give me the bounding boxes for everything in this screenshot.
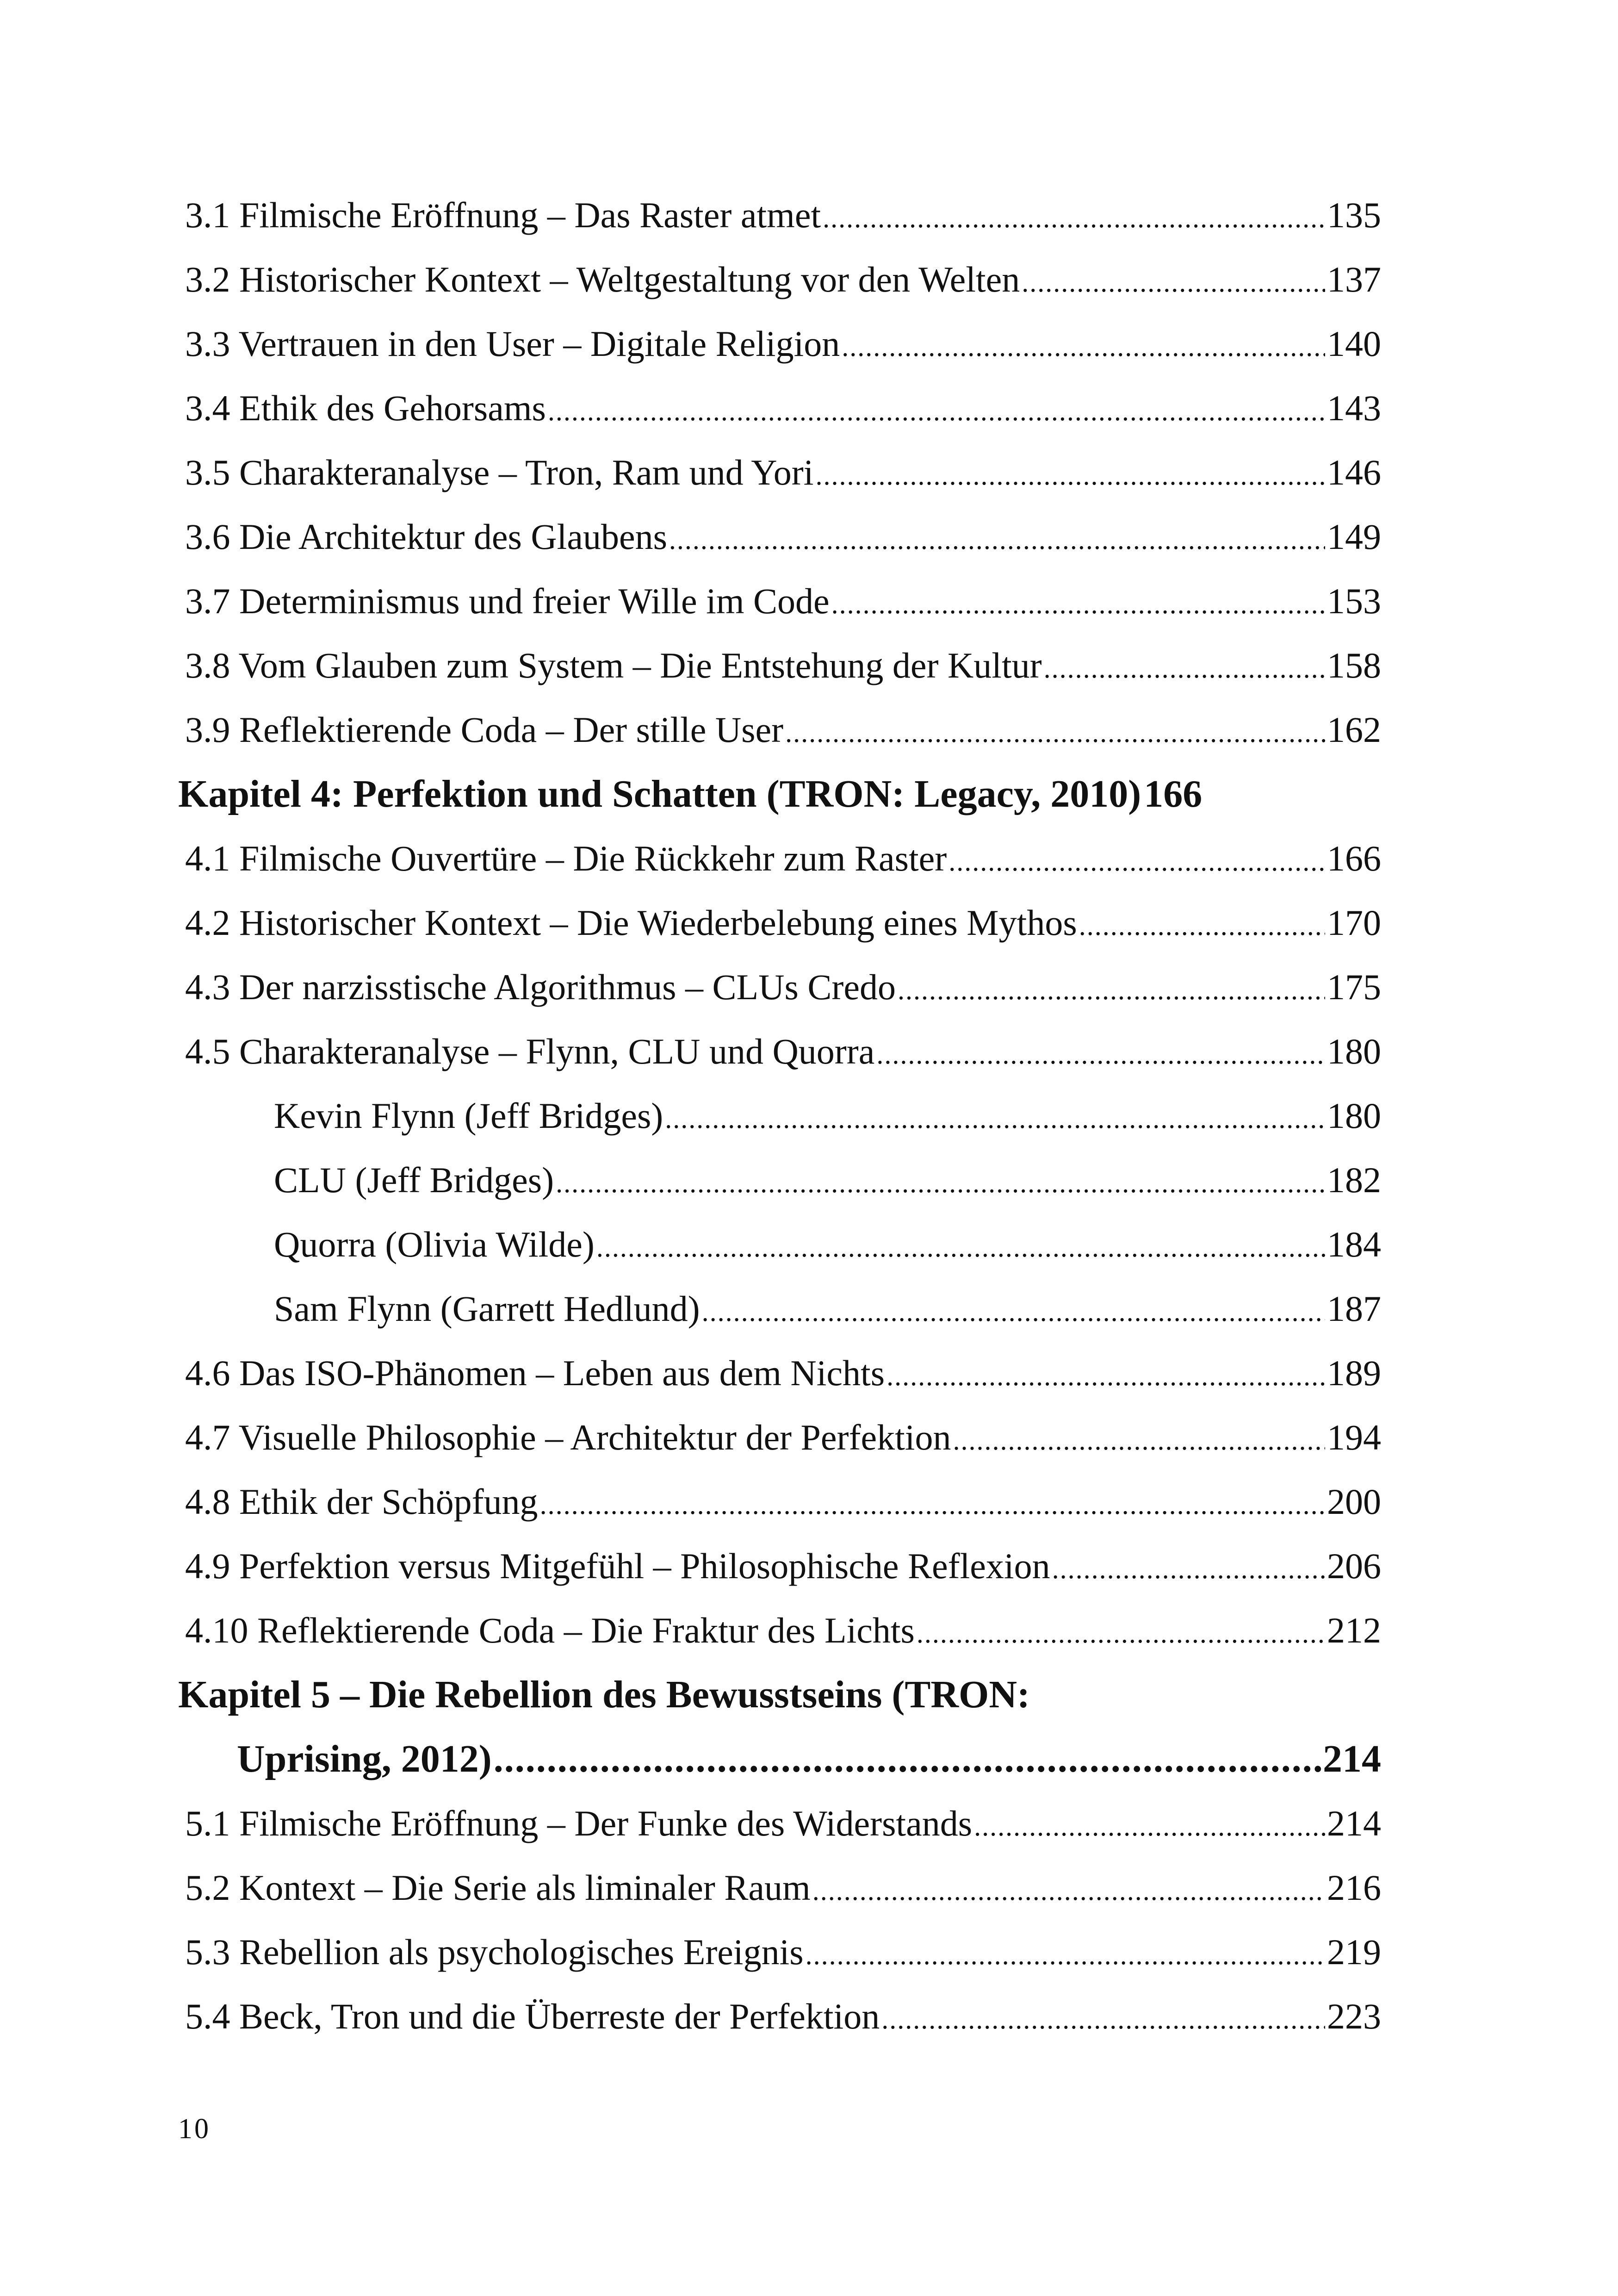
toc-entry-3-4[interactable] [178,376,1381,440]
dot-leader [812,1859,1325,1923]
toc-entry-page: 162 [1327,709,1381,750]
dot-leader [596,1215,1325,1280]
toc-entry-title: 4.10 Reflektierende Coda – Die Fraktur des Lichts [185,1610,915,1650]
toc-entry-title: 3.6 Die Architektur des Glaubens [185,516,667,557]
toc-entry-3-5[interactable] [178,440,1381,504]
chapter-title: Kapitel 4: Perfektion und Schatten (TRON: Legacy, 2010) [178,772,1141,815]
toc-entry-page: 216 [1327,1867,1381,1908]
toc-entry-page: 158 [1327,645,1381,685]
toc-entry-5-2[interactable] [178,1855,1381,1920]
toc-entry-3-6[interactable] [178,504,1381,569]
toc-entry-title: 4.8 Ethik der Schöpfung [185,1481,538,1522]
toc-entry-page: 166 [1327,838,1381,878]
toc-entry-title: 5.2 Kontext – Die Serie als liminaler Raum [185,1867,811,1908]
toc-entry-page: 206 [1327,1546,1381,1586]
toc-entry-5-4[interactable] [178,1984,1381,2048]
chapter-page: 214 [1323,1737,1381,1780]
dot-leader [953,1408,1325,1473]
dot-leader [974,1794,1325,1859]
toc-entry-title: 4.1 Filmische Ouvertüre – Die Rückkehr zum Raster [185,838,947,878]
toc-entry-page: 182 [1327,1160,1381,1200]
toc-entry-page: 194 [1327,1417,1381,1457]
toc-entry-title: 4.2 Historischer Kontext – Die Wiederbelebung eines Mythos [185,902,1077,943]
toc-entry-page: 223 [1327,1996,1381,2036]
toc-entry-character[interactable] [178,1148,1381,1212]
toc-entry-4-10[interactable] [178,1598,1381,1662]
chapter-page: 166 [1144,772,1203,815]
dot-leader [898,958,1325,1022]
dot-leader [1052,1537,1325,1601]
toc-entry-page: 180 [1327,1095,1381,1136]
dot-leader [823,186,1325,250]
toc-entry-page: 153 [1327,581,1381,621]
toc-entry-title: Sam Flynn (Garrett Hedlund) [274,1288,700,1329]
toc-entry-title: 3.7 Determinismus und freier Wille im Code [185,581,830,621]
toc-entry-3-8[interactable] [178,633,1381,697]
toc-entry-page: 149 [1327,516,1381,557]
toc-entry-character[interactable] [178,1276,1381,1341]
toc-entry-title: 3.4 Ethik des Gehorsams [185,388,546,428]
dot-leader [1044,636,1325,701]
toc-entry-title: 4.9 Perfektion versus Mitgefühl – Philosophische Reflexion [185,1546,1050,1586]
toc-entry-page: 214 [1327,1803,1381,1843]
toc-entry-4-8[interactable] [178,1469,1381,1534]
chapter-title-line2-row [178,1727,1381,1791]
toc-entry-title: 3.9 Reflektierende Coda – Der stille User [185,709,784,750]
toc-entry-5-1[interactable] [178,1791,1381,1855]
dot-leader [665,1087,1325,1151]
toc-entry-title: 4.7 Visuelle Philosophie – Architektur der Perfektion [185,1417,951,1457]
chapter-title-line2: Uprising, 2012) [237,1737,492,1780]
toc-entry-page: 143 [1327,388,1381,428]
dot-leader [881,1987,1325,2052]
dot-leader [948,829,1325,894]
toc-entry-title: 3.3 Vertrauen in den User – Digitale Religion [185,324,840,364]
toc-entry-page: 212 [1327,1610,1381,1650]
toc-entry-title: 5.1 Filmische Eröffnung – Der Funke des Widerstands [185,1803,973,1843]
toc-entry-3-9[interactable] [178,697,1381,762]
toc-entry-page: 200 [1327,1481,1381,1522]
dot-leader [556,1151,1325,1215]
dot-leader [806,1923,1325,1987]
toc-entry-title: 3.1 Filmische Eröffnung – Das Raster atmet [185,195,821,235]
toc-entry-page: 180 [1327,1031,1381,1071]
table-of-contents [178,183,1381,2048]
toc-entry-title: 5.3 Rebellion als psychologisches Ereignis [185,1932,804,1972]
toc-entry-title: 4.3 Der narzisstische Algorithmus – CLUs Credo [185,967,896,1007]
dot-leader [669,508,1325,572]
toc-entry-page: 170 [1327,902,1381,943]
toc-entry-page: 175 [1327,967,1381,1007]
dot-leader [1079,894,1325,958]
toc-entry-page: 184 [1327,1224,1381,1264]
dot-leader [831,572,1325,636]
toc-entry-title: 3.5 Charakteranalyse – Tron, Ram und Yori [185,452,814,492]
toc-entry-title: 4.6 Das ISO-Phänomen – Leben aus dem Nichts [185,1353,885,1393]
toc-chapter-4[interactable] [178,762,1381,826]
toc-entry-title: CLU (Jeff Bridges) [274,1160,554,1200]
toc-entry-title: 3.2 Historischer Kontext – Weltgestaltung vor den Welten [185,259,1020,299]
dot-leader [548,379,1325,443]
toc-entry-page: 140 [1327,324,1381,364]
dot-leader [815,443,1325,508]
toc-entry-page: 135 [1327,195,1381,235]
toc-entry-title: 5.4 Beck, Tron und die Überreste der Perfektion [185,1996,880,2036]
toc-entry-4-1[interactable] [178,826,1381,890]
dot-leader [1022,250,1325,315]
toc-entry-page: 219 [1327,1932,1381,1972]
toc-entry-3-2[interactable] [178,247,1381,311]
toc-entry-3-1[interactable] [178,183,1381,247]
toc-entry-title: Kevin Flynn (Jeff Bridges) [274,1095,663,1136]
toc-entry-3-3[interactable] [178,311,1381,376]
toc-entry-4-6[interactable] [178,1341,1381,1405]
chapter-title-line1: Kapitel 5 – Die Rebellion des Bewusstseins (TRON: [178,1673,1030,1716]
toc-entry-title: 3.8 Vom Glauben zum System – Die Entstehung der Kultur [185,645,1042,685]
dot-leader [702,1280,1325,1344]
dot-leader [917,1601,1325,1666]
toc-entry-4-2[interactable] [178,890,1381,955]
toc-entry-3-7[interactable] [178,569,1381,633]
toc-entry-4-5[interactable] [178,1019,1381,1083]
dot-leader [886,1344,1325,1408]
dot-leader [876,1022,1325,1087]
dot-leader [785,701,1325,765]
toc-chapter-5[interactable] [178,1662,1381,1791]
toc-entry-4-3[interactable] [178,955,1381,1019]
toc-entry-page: 137 [1327,259,1381,299]
dot-leader [494,1727,1321,1791]
toc-entry-page: 146 [1327,452,1381,492]
toc-entry-4-9[interactable] [178,1534,1381,1598]
toc-entry-page: 187 [1327,1288,1381,1329]
toc-entry-title: 4.5 Charakteranalyse – Flynn, CLU und Quorra [185,1031,875,1071]
toc-entry-character[interactable] [178,1212,1381,1276]
toc-entry-character[interactable] [178,1083,1381,1148]
toc-entry-5-3[interactable] [178,1920,1381,1984]
dot-leader [842,315,1325,379]
toc-entry-title: Quorra (Olivia Wilde) [274,1224,595,1264]
toc-entry-page: 189 [1327,1353,1381,1393]
toc-entry-4-7[interactable] [178,1405,1381,1469]
dot-leader [540,1473,1325,1537]
page-number: 10 [178,2113,211,2145]
